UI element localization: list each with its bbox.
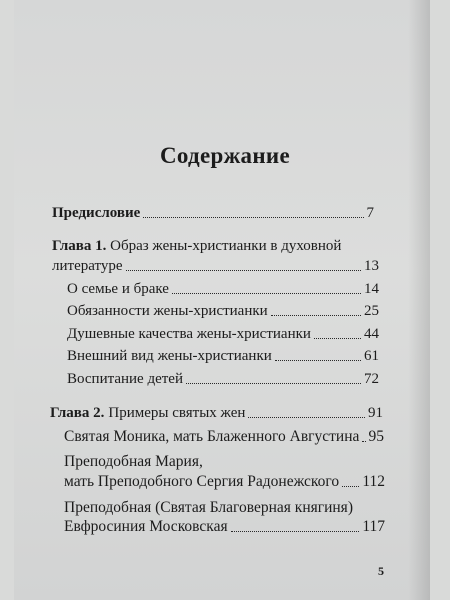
toc-entry-label: Внешний вид жены-христианки	[67, 348, 272, 364]
toc-entry-preface	[52, 205, 374, 222]
leader-dots	[248, 416, 365, 418]
toc-page-number: 91	[368, 405, 383, 421]
chapter-title-line-2: литературе	[52, 258, 123, 274]
toc-entry	[67, 281, 379, 298]
leader-dots	[186, 382, 361, 384]
toc-entry	[64, 428, 384, 446]
toc-entry-label: Святая Моника, мать Блаженного Августина	[64, 428, 360, 445]
leader-dots	[143, 216, 363, 218]
toc-page-number: 7	[366, 205, 374, 221]
toc-entry	[67, 326, 379, 343]
toc-entry	[67, 303, 379, 320]
toc-chapter-1-heading	[52, 238, 341, 255]
leader-dots	[172, 292, 361, 294]
toc-chapter-2-entry	[50, 405, 383, 422]
chapter-title: Примеры святых жен	[108, 405, 246, 421]
toc-entry	[64, 473, 385, 491]
toc-page-number: 61	[364, 348, 379, 364]
toc-page-number: 25	[364, 303, 379, 319]
toc-entry	[67, 348, 379, 365]
chapter-number: Глава 1.	[52, 238, 107, 254]
toc-page-number: 117	[362, 518, 385, 535]
leader-dots	[126, 269, 361, 271]
chapter-title-line-1: Образ жены-христианки в духовной	[110, 238, 342, 254]
toc-page-number: 112	[362, 473, 385, 490]
page-number: 5	[378, 564, 384, 578]
toc-entry-label: Воспитание детей	[67, 371, 183, 387]
chapter-number: Глава 2.	[50, 405, 105, 421]
toc-page-number: 13	[364, 258, 379, 274]
toc-entry-label: Душевные качества жены-христианки	[67, 326, 311, 342]
toc-page-number: 72	[364, 371, 379, 387]
leader-dots	[271, 314, 361, 316]
leader-dots	[314, 337, 361, 339]
toc-entry-label: Обязанности жены-христианки	[67, 303, 268, 319]
toc-page-number: 14	[364, 281, 379, 297]
toc-entry-label-line-2: Евфросиния Московская	[64, 518, 228, 535]
toc-entry-label: Предисловие	[52, 205, 141, 221]
toc-entry	[67, 371, 379, 388]
toc-entry-label-line-1: Преподобная Мария,	[64, 453, 203, 470]
toc-chapter-1-entry	[52, 258, 379, 275]
toc-entry-label-line-2: мать Преподобного Сергия Радонежского	[64, 473, 340, 490]
leader-dots	[362, 440, 365, 442]
toc-entry	[64, 518, 385, 536]
leader-dots	[342, 485, 359, 487]
toc-entry-label: О семье и браке	[67, 281, 169, 297]
toc-page-number: 44	[364, 326, 379, 342]
leader-dots	[275, 359, 361, 361]
page-title: Содержание	[160, 143, 290, 168]
toc-page-number: 95	[368, 428, 384, 445]
leader-dots	[231, 530, 360, 532]
toc-entry-label-line-1: Преподобная (Святая Благоверная княгиня)	[64, 499, 353, 516]
